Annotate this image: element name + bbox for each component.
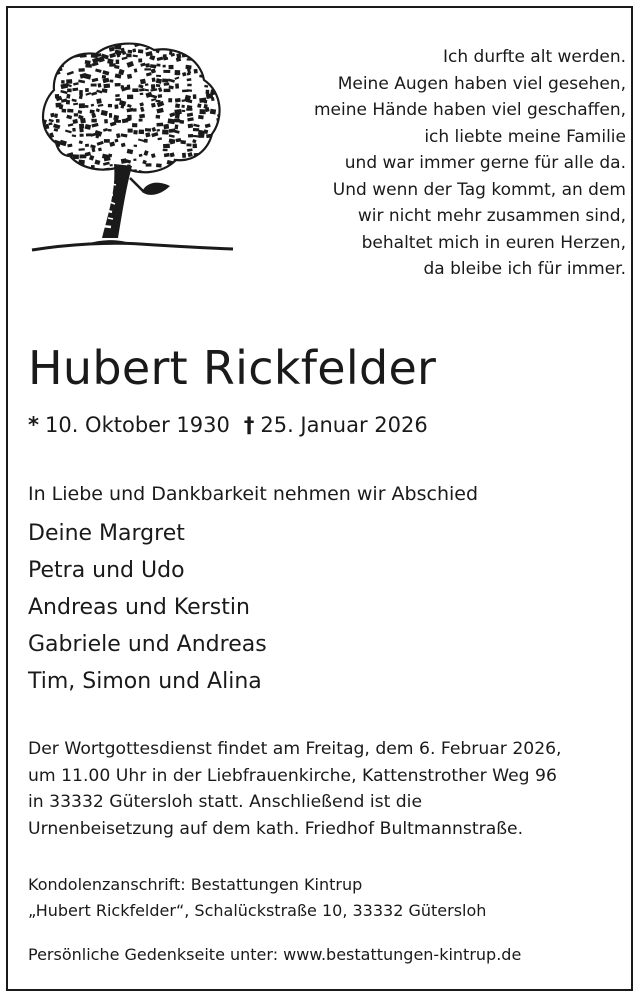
- life-dates: [28, 410, 428, 440]
- poem-line: behaltet mich in euren Herzen,: [361, 232, 626, 253]
- family-list: [28, 515, 267, 700]
- poem-line: da bleibe ich für immer.: [423, 259, 626, 279]
- poem-line: ich liebte meine Familie: [424, 126, 626, 147]
- death-symbol: †: [243, 413, 255, 437]
- poem-line: Ich durfte alt werden.: [443, 47, 626, 67]
- birth-symbol: *: [28, 413, 39, 437]
- family-member: Petra und Udo: [28, 558, 185, 583]
- poem-line: wir nicht mehr zusammen sind,: [357, 206, 626, 226]
- poem-line: meine Hände haben viel geschaffen,: [314, 100, 626, 120]
- birth-date: 10. Oktober 1930: [44, 413, 230, 437]
- deceased-name: Hubert Rickfelder: [28, 341, 437, 395]
- family-member: Gabriele und Andreas: [28, 632, 267, 657]
- tree-icon: [30, 38, 235, 258]
- condolence-line: Kondolenzanschrift: Bestattungen Kintrup: [28, 875, 363, 894]
- farewell-line: In Liebe und Dankbarkeit nehmen wir Abschied: [28, 483, 479, 505]
- poem-line: und war immer gerne für alle da.: [344, 153, 626, 173]
- service-line: Der Wortgottesdienst findet am Freitag, dem 6. Februar 2026,: [28, 739, 562, 759]
- poem-line: Meine Augen haben viel gesehen,: [337, 73, 626, 94]
- service-line: Urnenbeisetzung auf dem kath. Friedhof Bultmannstraße.: [28, 818, 524, 839]
- poem-line: Und wenn der Tag kommt, an dem: [332, 179, 626, 200]
- family-member: Tim, Simon und Alina: [28, 669, 262, 694]
- family-member: Deine Margret: [28, 521, 185, 546]
- service-line: in 33332 Gütersloh statt. Anschließend ist die: [28, 792, 423, 812]
- family-member: Andreas und Kerstin: [28, 595, 250, 620]
- memorial-page-line: Persönliche Gedenkseite unter: www.bestattungen-kintrup.de: [28, 945, 522, 964]
- service-line: um 11.00 Uhr in der Liebfrauenkirche, Kattenstrother Weg 96: [28, 765, 557, 786]
- condolence-address: [28, 872, 486, 924]
- poem: [266, 44, 626, 283]
- service-info: [28, 736, 562, 842]
- death-date: 25. Januar 2026: [260, 413, 428, 437]
- condolence-line: „Hubert Rickfelder“, Schalückstraße 10, 33332 Gütersloh: [28, 901, 487, 920]
